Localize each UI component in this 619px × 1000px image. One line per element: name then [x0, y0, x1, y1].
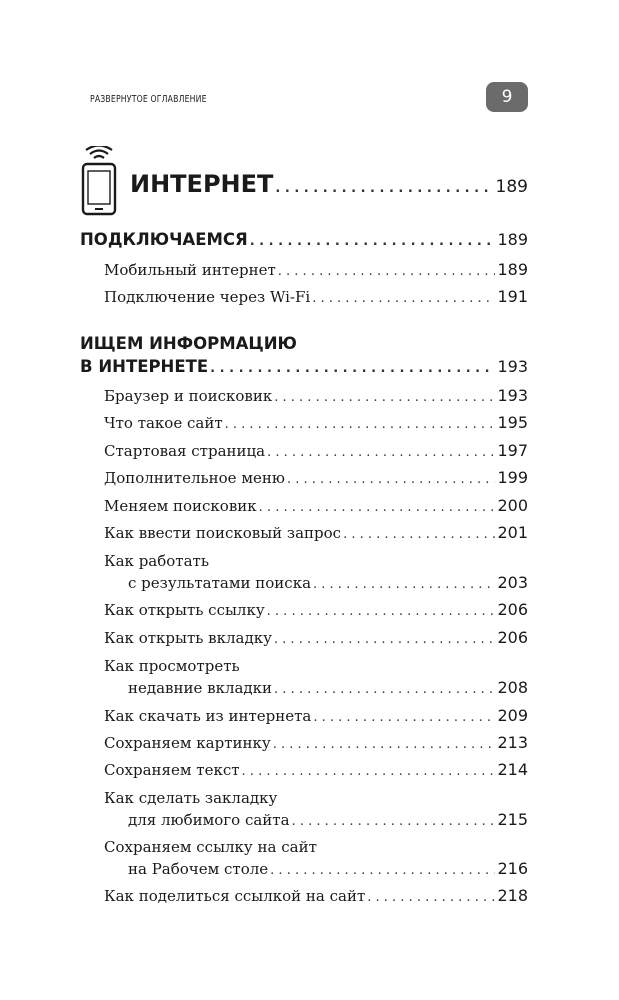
- entry-label: Как поделиться ссылкой на сайт: [104, 887, 366, 905]
- page-ref: 206: [497, 600, 528, 619]
- toc-entry: [128, 573, 528, 597]
- page-ref: 213: [497, 733, 528, 752]
- smartphone-wifi-icon: [80, 146, 118, 216]
- section-heading: [80, 230, 528, 254]
- entry-label: Как открыть вкладку: [104, 629, 272, 647]
- entry-label: недавние вкладки: [128, 679, 273, 697]
- entry-label: с результатами поиска: [128, 574, 312, 592]
- header-title: РАЗВЕРНУТОЕ ОГЛАВЛЕНИЕ: [90, 94, 207, 105]
- entry-label: на Рабочем столе: [128, 860, 269, 878]
- entry-label: Меняем поисковик: [104, 497, 257, 515]
- entry-label: Стартовая страница: [104, 442, 266, 460]
- toc-entry: [104, 706, 528, 730]
- leader-dots: [270, 863, 495, 878]
- page-ref: 191: [497, 287, 528, 306]
- entry-label-line1: Как сделать закладку: [104, 789, 278, 807]
- page-ref: 201: [497, 523, 528, 542]
- page-ref: 189: [497, 230, 528, 249]
- entry-label: для любимого сайта: [128, 811, 290, 829]
- running-header: [90, 82, 528, 112]
- page-ref: 208: [497, 678, 528, 697]
- toc-entry: [104, 386, 528, 410]
- page-ref: 197: [497, 441, 528, 460]
- entry-label: Сохраняем картинку: [104, 734, 271, 752]
- chapter-title-row: [130, 170, 528, 204]
- entry-label: Подключение через Wi-Fi: [104, 288, 311, 306]
- toc-entry: [104, 600, 528, 624]
- leader-dots: [312, 291, 495, 306]
- entry-label: Дополнительное меню: [104, 469, 285, 487]
- toc-entry: [128, 678, 528, 702]
- leader-dots: [313, 710, 495, 725]
- entry-label-line1: Как просмотреть: [104, 657, 240, 675]
- page-ref: 216: [497, 859, 528, 878]
- section-title: В ИНТЕРНЕТЕ: [80, 357, 209, 376]
- leader-dots: [210, 361, 495, 376]
- page-ref: 203: [497, 573, 528, 592]
- leader-dots: [278, 264, 496, 279]
- chapter-title: ИНТЕРНЕТ: [130, 170, 274, 198]
- page-ref: 215: [497, 810, 528, 829]
- section-title: ПОДКЛЮЧАЕМСЯ: [80, 230, 248, 249]
- leader-dots: [274, 682, 495, 697]
- toc-entry: [104, 523, 528, 547]
- leader-dots: [274, 390, 495, 405]
- page-number-badge: 9: [486, 82, 528, 112]
- page-ref: 214: [497, 760, 528, 779]
- toc-entry: [128, 810, 528, 834]
- toc-entry: [104, 468, 528, 492]
- toc-entry: [104, 886, 528, 910]
- toc-entry: [104, 760, 528, 784]
- entry-label: Сохраняем текст: [104, 761, 240, 779]
- leader-dots: [250, 234, 496, 249]
- page-ref: 200: [497, 496, 528, 515]
- entry-label: Браузер и поисковик: [104, 387, 273, 405]
- page-ref: 218: [497, 886, 528, 905]
- section-title-line1: ИЩЕМ ИНФОРМАЦИЮ: [80, 334, 297, 353]
- leader-dots: [242, 764, 496, 779]
- entry-label: Как скачать из интернета: [104, 707, 312, 725]
- leader-dots: [259, 500, 496, 515]
- page-ref: 199: [497, 468, 528, 487]
- toc-entry: [128, 859, 528, 883]
- toc-entry: [104, 496, 528, 520]
- toc-entry: [104, 260, 528, 284]
- toc-entry: [104, 413, 528, 437]
- leader-dots: [313, 577, 495, 592]
- page-ref: 193: [497, 357, 528, 376]
- page-ref: 189: [497, 260, 528, 279]
- leader-dots: [292, 814, 496, 829]
- toc-entry: [104, 441, 528, 465]
- toc-entry: [104, 733, 528, 757]
- leader-dots: [343, 527, 495, 542]
- entry-label: Мобильный интернет: [104, 261, 276, 279]
- page-ref: 193: [497, 386, 528, 405]
- toc-entry: [104, 287, 528, 311]
- leader-dots: [274, 632, 496, 647]
- leader-dots: [287, 472, 496, 487]
- page-ref: 206: [497, 628, 528, 647]
- page-ref: 195: [497, 413, 528, 432]
- entry-label-line1: Как работать: [104, 552, 210, 570]
- entry-label-line1: Сохраняем ссылку на сайт: [104, 838, 317, 856]
- leader-dots: [267, 445, 495, 460]
- leader-dots: [367, 890, 495, 905]
- page-ref: 189: [495, 177, 528, 197]
- page-ref: 209: [497, 706, 528, 725]
- entry-label: Что такое сайт: [104, 414, 223, 432]
- leader-dots: [273, 737, 496, 752]
- leader-dots: [275, 181, 493, 196]
- leader-dots: [225, 417, 496, 432]
- entry-label: Как открыть ссылку: [104, 601, 265, 619]
- section-heading: [80, 357, 528, 381]
- leader-dots: [267, 604, 496, 619]
- toc-entry: [104, 628, 528, 652]
- entry-label: Как ввести поисковый запрос: [104, 524, 342, 542]
